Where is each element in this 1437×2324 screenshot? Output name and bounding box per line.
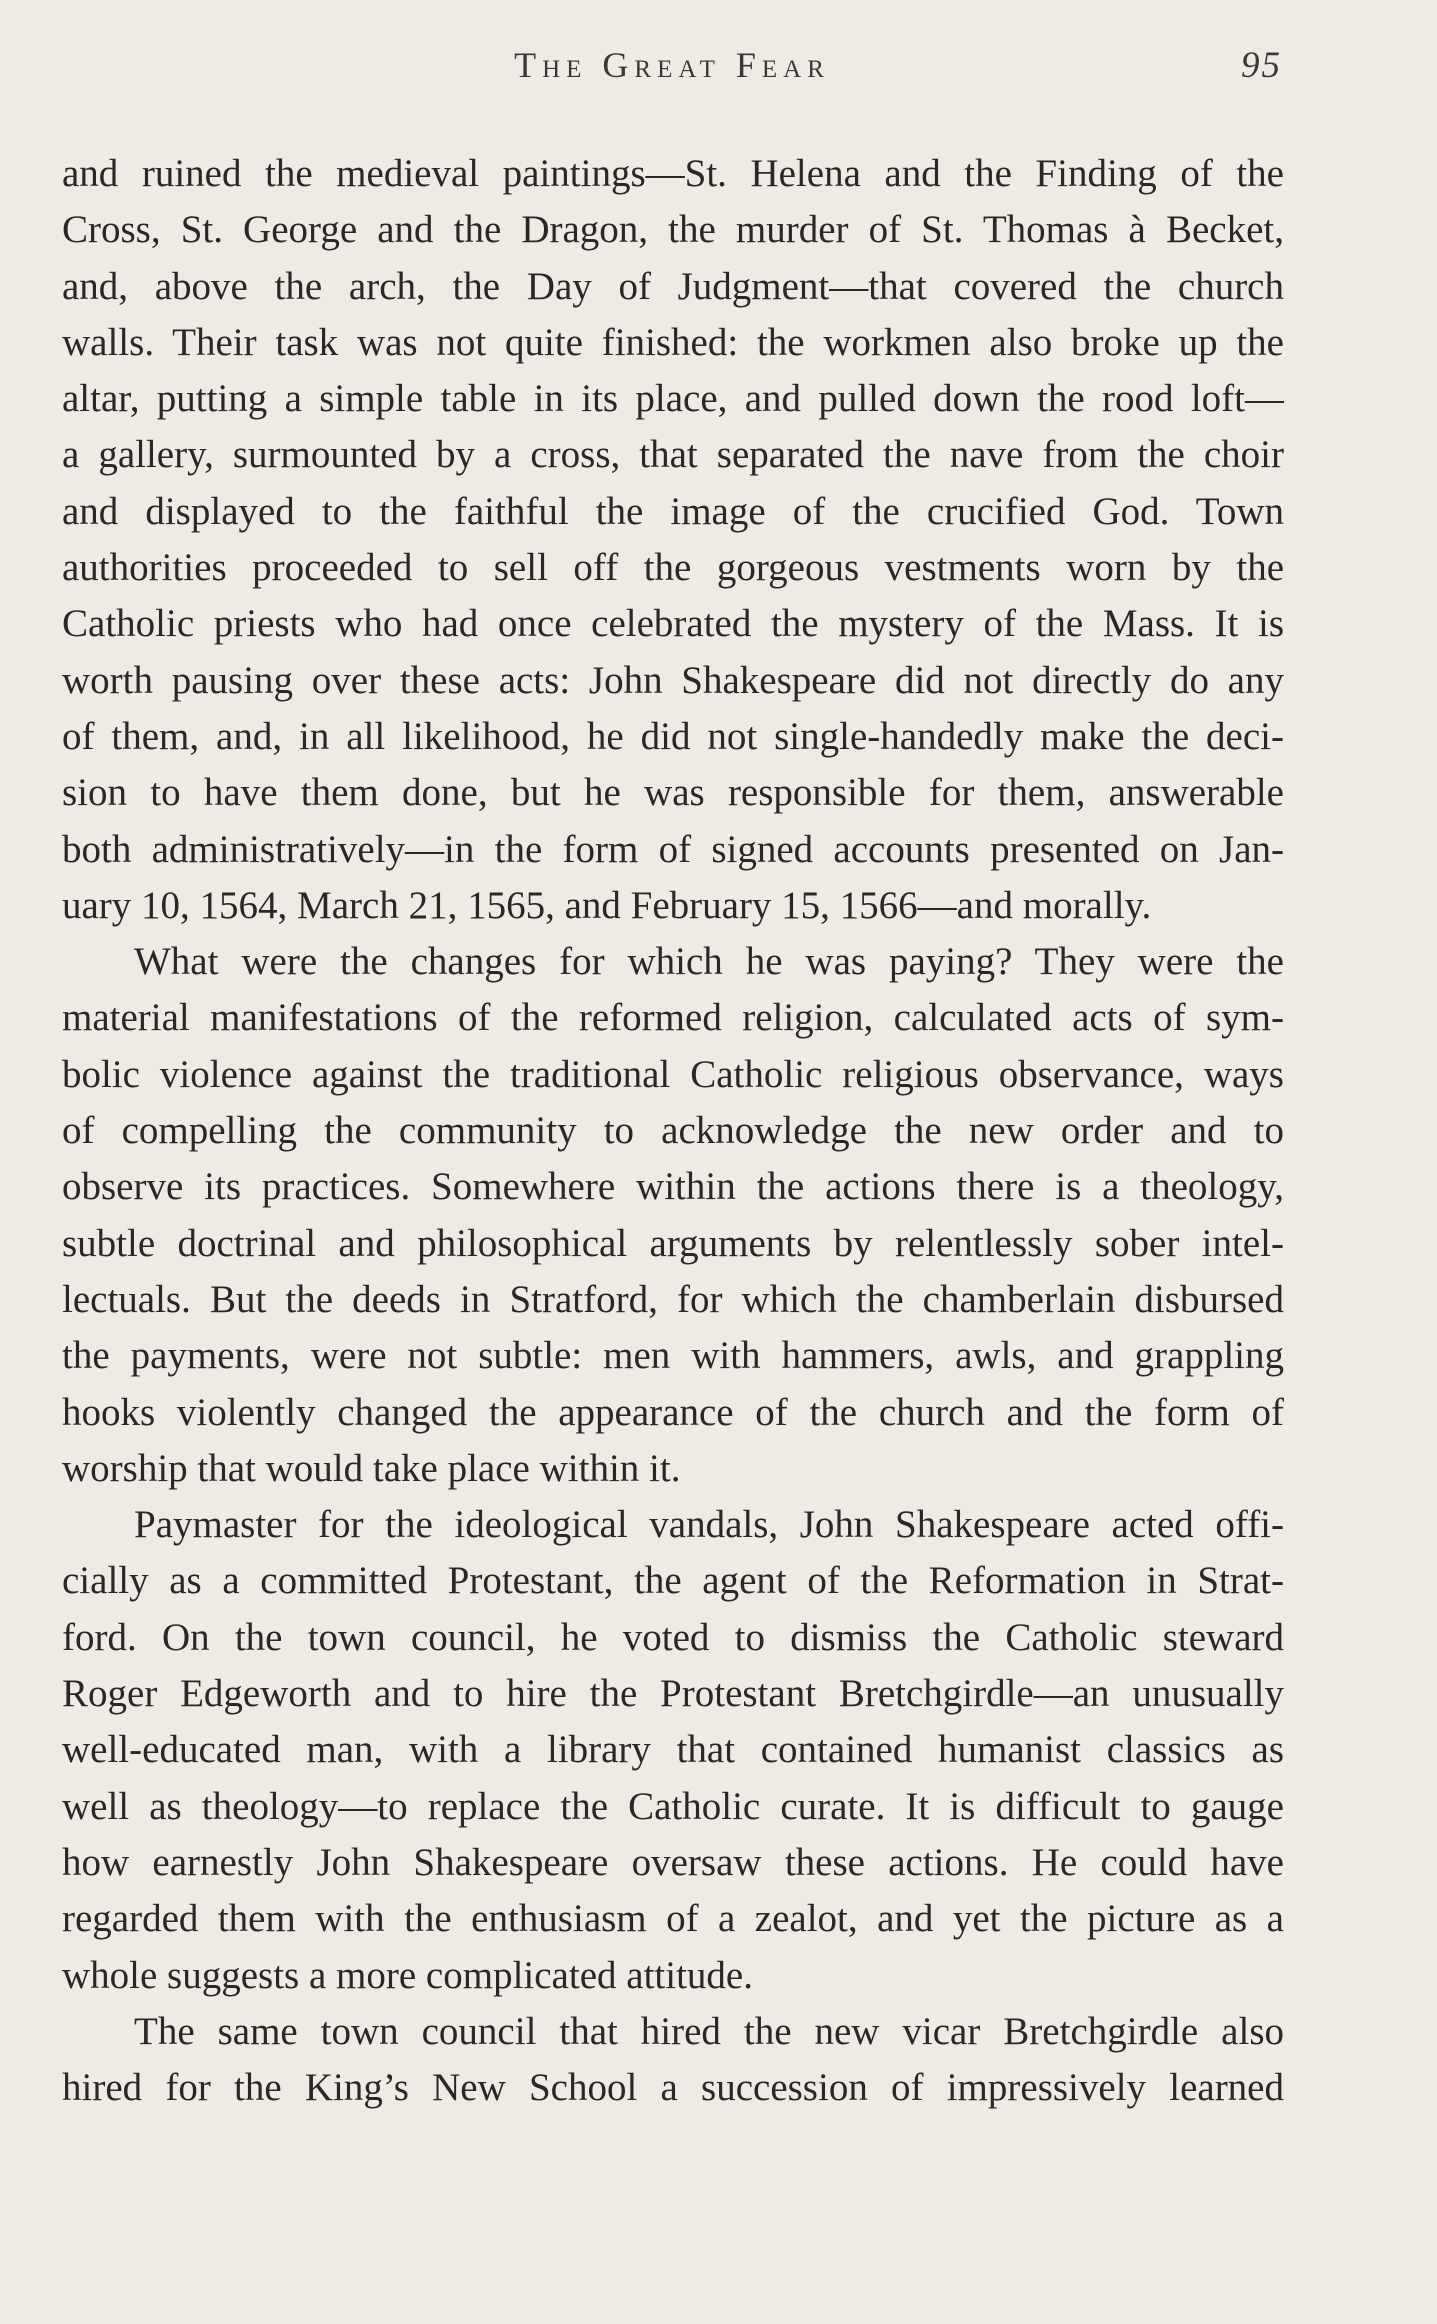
text-line: bolic violence against the traditional Catholic religious observance, ways: [62, 1052, 1284, 1096]
text-line: walls. Their task was not quite finished: the workmen also broke up the: [62, 320, 1284, 364]
text-line: and, above the arch, the Day of Judgment—that covered the church: [62, 264, 1284, 308]
text-line: cially as a committed Protestant, the agent of the Reformation in Strat-: [62, 1559, 1284, 1603]
text-line: regarded them with the enthusiasm of a zealot, and yet the picture as a: [62, 1897, 1284, 1941]
running-head: [62, 40, 1282, 100]
text-line: hired for the King’s New School a succession of impressively learned: [62, 2066, 1284, 2110]
text-line: well as theology—to replace the Catholic curate. It is difficult to gauge: [62, 1784, 1284, 1828]
text-line: observe its practices. Somewhere within the actions there is a theology,: [62, 1165, 1284, 1209]
paragraph: [62, 934, 1284, 1497]
text-line: hooks violently changed the appearance of the church and the form of: [62, 1390, 1284, 1434]
text-line: subtle doctrinal and philosophical arguments by relentlessly sober intel-: [62, 1221, 1284, 1265]
text-line: of them, and, in all likelihood, he did not single-handedly make the deci-: [62, 714, 1284, 758]
text-line: well-educated man, with a library that contained humanist classics as: [62, 1728, 1284, 1772]
text-line: uary 10, 1564, March 21, 1565, and February 15, 1566—and morally.: [62, 883, 1152, 927]
text-line: whole suggests a more complicated attitude.: [62, 1953, 753, 1997]
text-line: both administratively—in the form of signed accounts presented on Jan-: [62, 827, 1284, 871]
text-line: and ruined the medieval paintings—St. Helena and the Finding of the: [62, 152, 1284, 195]
text-line: the payments, were not subtle: men with hammers, awls, and grappling: [62, 1334, 1284, 1378]
paragraph: [62, 2004, 1284, 2117]
text-line: Cross, St. George and the Dragon, the murder of St. Thomas à Becket,: [62, 208, 1284, 252]
paragraph: [62, 1497, 1284, 2004]
text-line: What were the changes for which he was paying? They were the: [134, 940, 1284, 984]
page-number: 95: [1241, 45, 1282, 86]
text-line: worship that would take place within it.: [62, 1446, 681, 1490]
text-line: and displayed to the faithful the image of the crucified God. Town: [62, 489, 1284, 533]
paragraph: [62, 146, 1284, 934]
text-line: of compelling the community to acknowledge the new order and to: [62, 1109, 1284, 1153]
text-line: how earnestly John Shakespeare oversaw these actions. He could have: [62, 1840, 1284, 1884]
text-line: Roger Edgeworth and to hire the Protestant Bretchgirdle—an unusually: [62, 1672, 1284, 1716]
text-line: worth pausing over these acts: John Shakespeare did not directly do any: [62, 658, 1284, 702]
text-line: material manifestations of the reformed religion, calculated acts of sym-: [62, 996, 1284, 1040]
running-title: The Great Fear: [514, 45, 830, 85]
body-text: [62, 146, 1284, 2116]
text-line: The same town council that hired the new vicar Bretchgirdle also: [134, 2009, 1284, 2053]
text-line: Paymaster for the ideological vandals, John Shakespeare acted offi-: [134, 1503, 1284, 1547]
text-line: altar, putting a simple table in its place, and pulled down the rood loft—: [62, 377, 1284, 421]
text-line: Catholic priests who had once celebrated the mystery of the Mass. It is: [62, 602, 1284, 646]
text-line: a gallery, surmounted by a cross, that separated the nave from the choir: [62, 433, 1284, 477]
text-line: authorities proceeded to sell off the gorgeous vestments worn by the: [62, 546, 1284, 590]
text-line: sion to have them done, but he was responsible for them, answerable: [62, 771, 1284, 815]
text-line: lectuals. But the deeds in Stratford, for which the chamberlain disbursed: [62, 1277, 1284, 1321]
text-line: ford. On the town council, he voted to dismiss the Catholic steward: [62, 1615, 1284, 1659]
